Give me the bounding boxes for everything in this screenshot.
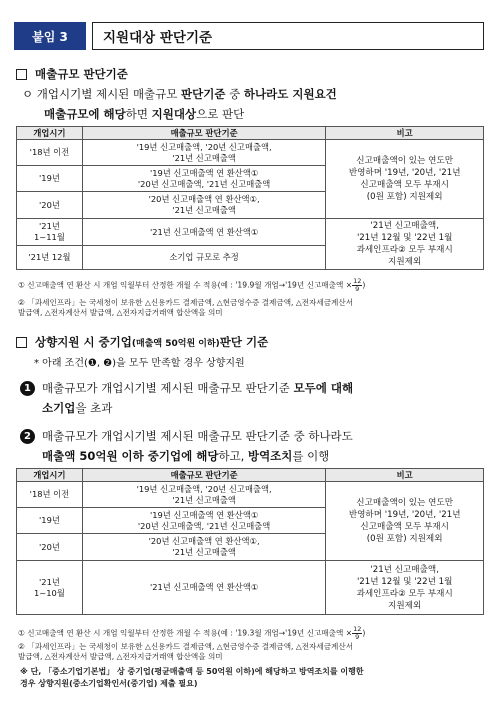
section1-intro: ㅇ 개업시기별 제시된 매출규모 판단기준 중 하나라도 지원요건 매출규모에 해당하면 지원대상으로 판단 — [22, 87, 337, 121]
appendix-tag: 붙임 3 — [14, 22, 86, 50]
table-row: '21년 1~11월 '21년 신고매출액 연 환산액① '21년 신고매출액, '21년 12월 및 '22년 1월 과세인프라② 모두 부재시 지원제외 — [17, 219, 484, 246]
condition-line: * 아래 조건(❶, ❷)을 모두 만족할 경우 상향지원 — [34, 358, 245, 369]
col-header-criteria: 매출규모 판단기준 — [82, 469, 325, 482]
col-header-note: 비고 — [326, 127, 484, 140]
criteria-table-1 — [16, 126, 484, 270]
condition-item-1: 1 매출규모가 개업시기별 제시된 매출규모 판단기준 모두에 대해 소기업을 초과 — [20, 378, 486, 418]
number-2-icon: 2 — [20, 429, 35, 444]
number-1-icon: 1 — [20, 381, 35, 396]
section2-heading: 상향지원 시 중기업 (매출액 50억원 이하) 판단 기준 — [16, 334, 268, 350]
footnote-2: ② 「과세인프라」는 국세청이 보유한 △신용카드 결제금액, △현금영수증 결제금액, △전자세금계산서 발급액, △전자계산서 발급액, △전자지급거래액 합산액을 의미 — [18, 642, 354, 661]
table-row: '18년 이전 '19년 신고매출액, '20년 신고매출액, '21년 신고매출액 신고매출액이 있는 연도만 반영하며 '19년, '20년, '21년 신고매출액 모두 부재시 (0원 포함) 지원제외 — [17, 140, 484, 166]
col-header-note: 비고 — [326, 469, 484, 482]
table-row: '18년 이전 '19년 신고매출액, '20년 신고매출액, '21년 신고매출액 신고매출액이 있는 연도만 반영하며 '19년, '20년, '21년 신고매출액 모두 부재시 (0원 포함) 지원제외 — [17, 482, 484, 508]
col-header-period: 개업시기 — [17, 127, 83, 140]
criteria-table-2 — [16, 468, 484, 615]
col-header-criteria: 매출규모 판단기준 — [82, 127, 325, 140]
table-row: '21년 12월 소기업 규모로 추정 — [17, 246, 484, 270]
table-row: '20년 '20년 신고매출액 연 환산액①, '21년 신고매출액 — [17, 192, 484, 219]
footnote-2: ② 「과세인프라」는 국세청이 보유한 △신용카드 결제금액, △현금영수증 결제금액, △전자세금계산서 발급액, △전자계산서 발급액, △전자지급거래액 합산액을 의미 — [18, 298, 354, 317]
section1-heading: 매출규모 판단기준 — [16, 66, 128, 82]
table-row: '19년 '19년 신고매출액 연 환산액① '20년 신고매출액, '21년 신고매출액 — [17, 166, 484, 192]
table-row: '19년 '19년 신고매출액 연 환산액① '20년 신고매출액, '21년 신고매출액 — [17, 508, 484, 534]
fraction: $\frac{12}{9}$ — [353, 277, 362, 293]
condition-item-2: 2 매출규모가 개업시기별 제시된 매출규모 판단기준 중 하나라도 매출액 50억원 이하 중기업에 해당하고, 방역조치를 이행 — [20, 426, 486, 466]
page-header — [14, 22, 484, 50]
fraction: $\frac{12}{9}$ — [353, 625, 362, 641]
footnote-1: ① 신고매출액 연 환산 시 개업 익월부터 산정한 개월 수 적용(예 : '19.3월 개업→'19년 신고매출액 × $\frac{12}{9}$ ) — [18, 625, 366, 641]
col-header-period: 개업시기 — [17, 469, 83, 482]
footnote-1: ① 신고매출액 연 환산 시 개업 익월부터 산정한 개월 수 적용(예 : '19.9월 개업→'19년 신고매출액 × $\frac{12}{9}$ ) — [18, 277, 366, 293]
checkbox-square-icon — [16, 337, 27, 348]
table-row: '20년 '20년 신고매출액 연 환산액①, '21년 신고매출액 — [17, 534, 484, 561]
table-row: '21년 1~10월 '21년 신고매출액 연 환산액① '21년 신고매출액, '21년 12월 및 '22년 1월 과세인프라② 모두 부재시 지원제외 — [17, 561, 484, 615]
page-title: 지원대상 판단기준 — [92, 22, 484, 50]
final-remark: ※ 단, 「중소기업기본법」 상 중기업(평균매출액 등 50억원 이하)에 해당하고 방역조치를 이행한 경우 상향지원(중소기업확인서(중기업) 제출 필요) — [20, 667, 364, 688]
checkbox-square-icon — [16, 69, 27, 80]
